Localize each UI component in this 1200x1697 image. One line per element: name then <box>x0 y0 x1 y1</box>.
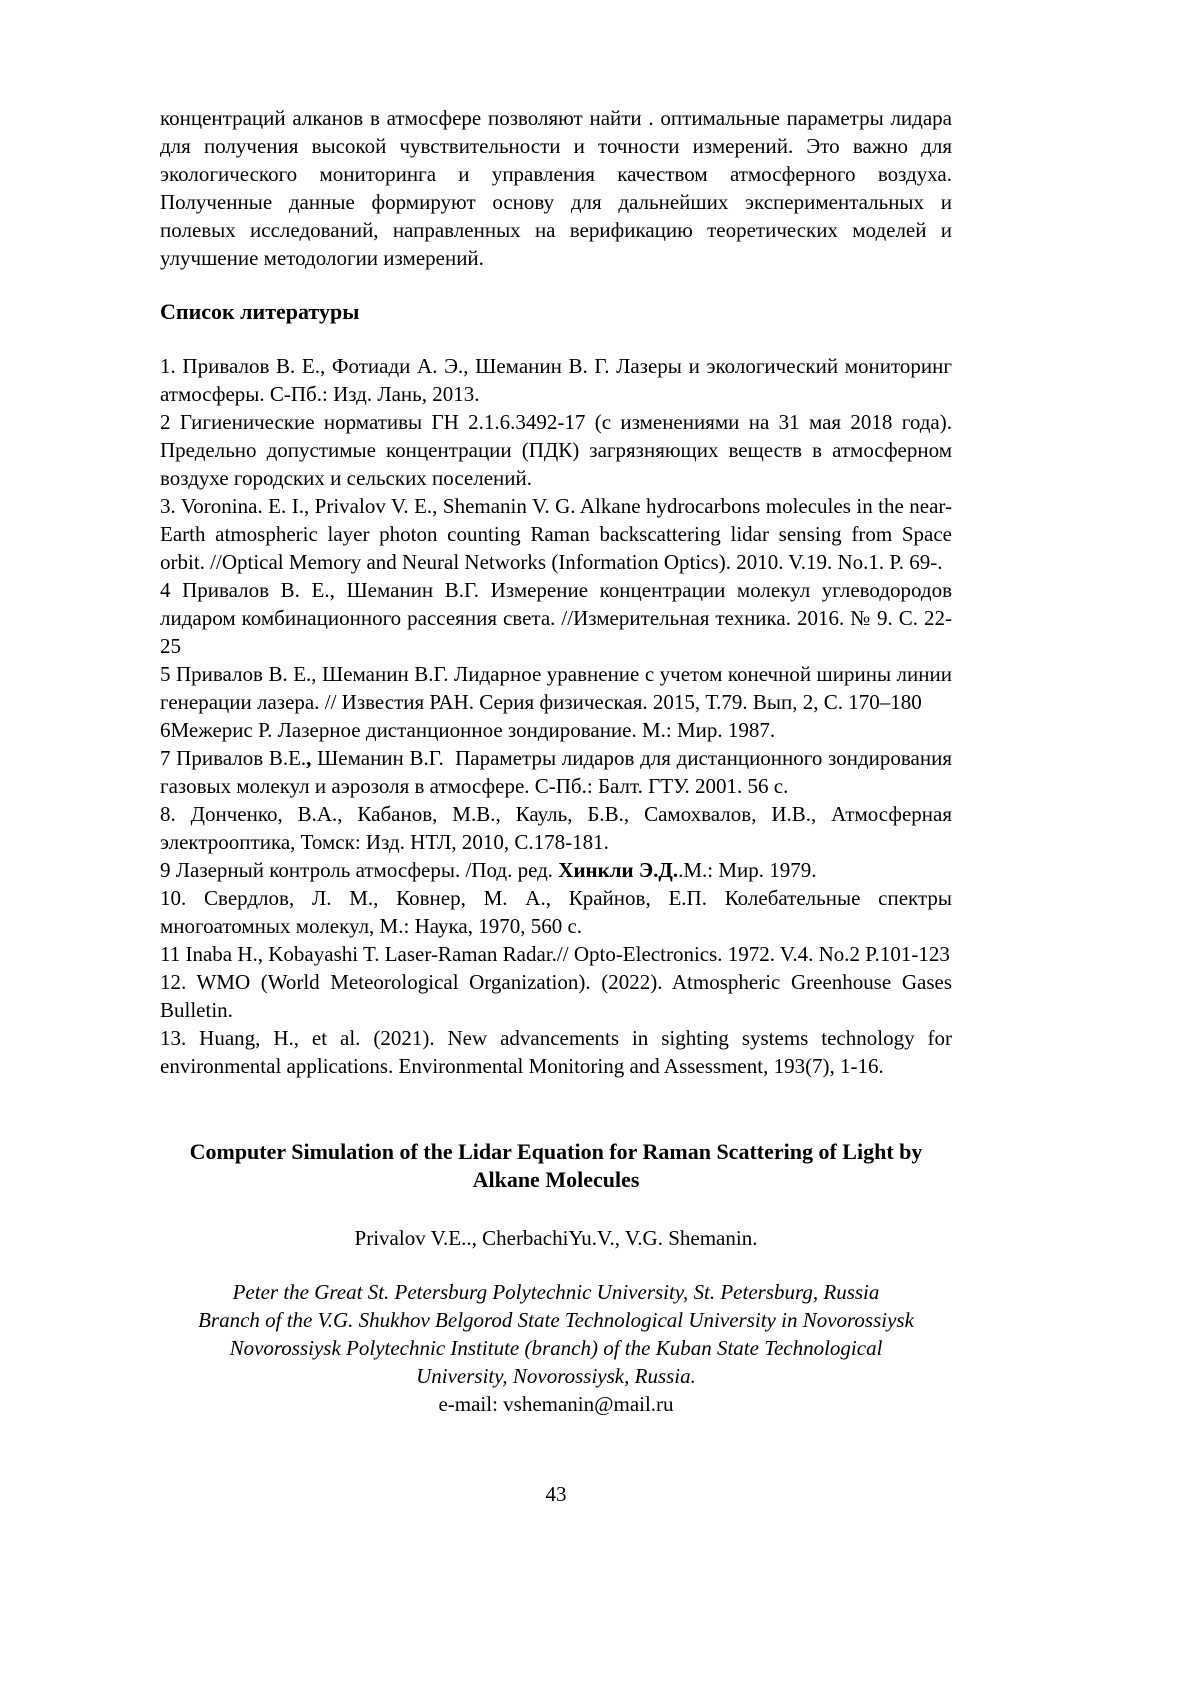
affiliation-line: Peter the Great St. Petersburg Polytechnic University, St. Petersburg, Russia <box>232 1280 880 1304</box>
reference-text: 13. Huang, H., et al. (2021). New advancements in sighting systems technology for environmental applications. Environmental Monitoring and Assessment, 193(7), 1-16. <box>160 1026 952 1078</box>
reference-text: 2 Гигиенические нормативы ГН 2.1.6.3492-17 (с изменениями на 31 мая 2018 года). Предельно допустимые концентрации (ПДК) загрязняющих веществ в атмосферном воздухе городских и сельских поселений. <box>160 410 952 490</box>
reference-text: 5 Привалов В. Е., Шеманин В.Г. Лидарное уравнение с учетом конечной ширины линии генерации лазера. // Известия РАН. Серия физическая. 2015, Т.79. Вып, 2, С. 170–180 <box>160 662 952 714</box>
reference-text: 8. Донченко, В.А., Кабанов, М.В., Кауль, Б.В., Самохвалов, И.В., Атмосферная электрооптика, Томск: Изд. НТЛ, 2010, С.178-181. <box>160 802 952 854</box>
reference-item <box>160 856 952 884</box>
reference-text: 9 Лазерный контроль атмосферы. /Под. ред. <box>160 858 559 882</box>
reference-text: 6Межерис Р. Лазерное дистанционное зондирование. М.: Мир. 1987. <box>160 718 776 742</box>
reference-text: 11 Inaba H., Kobayashi T. Laser-Raman Radar.// Opto-Electronics. 1972. V.4. No.2 P.101-123 <box>160 942 950 966</box>
references-list <box>160 352 952 1080</box>
affiliation-line: University, Novorossiysk, Russia. <box>416 1364 696 1388</box>
reference-item <box>160 1024 952 1080</box>
reference-bold-text: , <box>306 746 312 770</box>
reference-item <box>160 352 952 408</box>
authors-line: Privalov V.E.., CherbachiYu.V., V.G. Shemanin. <box>354 1226 758 1250</box>
reference-item <box>160 408 952 492</box>
reference-item <box>160 744 952 800</box>
reference-text: Шеманин В.Г. Параметры лидаров для дистанционного зондирования газовых молекул и аэрозоля в атмосфере. С-Пб.: Балт. ГТУ. 2001. 56 с. <box>160 746 952 798</box>
references-heading: Список литературы <box>160 299 360 324</box>
reference-item <box>160 716 952 744</box>
reference-item <box>160 884 952 940</box>
reference-text: 7 Привалов В.Е. <box>160 746 307 770</box>
reference-text: 4 Привалов В. Е., Шеманин В.Г. Измерение концентрации молекул углеводородов лидаром комбинационного рассеяния света. //Измерительная техника. 2016. № 9. С. 22-25 <box>160 578 952 658</box>
intro-paragraph: концентраций алканов в атмосфере позволяют найти . оптимальные параметры лидара для получения высокой чувствительности и точности измерений. Это важно для экологического мониторинга и управления качеством атмосферного воздуха. Полученные данные формируют основу для дальнейших экспериментальных и полевых исследований, направленных на верификацию теоретических моделей и улучшение методологии измерений. <box>160 106 952 270</box>
affiliations <box>160 1278 952 1418</box>
reference-item <box>160 576 952 660</box>
reference-text: 3. Voronina. E. I., Privalov V. E., Shemanin V. G. Alkane hydrocarbons molecules in the near-Earth atmospheric layer photon counting Raman backscattering lidar sensing from Space orbit. //Optical Memory and Neural Networks (Information Optics). 2010. V.19. No.1. P. 69-. <box>160 494 952 574</box>
affiliation-line: Branch of the V.G. Shukhov Belgorod State Technological University in Novorossiysk <box>198 1308 914 1332</box>
reference-item <box>160 800 952 856</box>
reference-bold-text: Хинкли Э.Д. <box>558 858 679 882</box>
email-line: e-mail: vshemanin@mail.ru <box>438 1392 674 1416</box>
reference-text: 1. Привалов В. Е., Фотиади А. Э., Шеманин В. Г. Лазеры и экологический мониторинг атмосферы. С-Пб.: Изд. Лань, 2013. <box>160 354 952 406</box>
reference-text: .М.: Мир. 1979. <box>678 858 817 882</box>
reference-item <box>160 660 952 716</box>
affiliation-line: Novorossiysk Polytechnic Institute (branch) of the Kuban State Technological <box>229 1336 883 1360</box>
page-content <box>160 0 952 1508</box>
reference-item <box>160 940 952 968</box>
page-number: 43 <box>545 1482 567 1506</box>
reference-text: 12. WMO (World Meteorological Organization). (2022). Atmospheric Greenhouse Gases Bulletin. <box>160 970 952 1022</box>
english-title: Computer Simulation of the Lidar Equation for Raman Scattering of Light by Alkane Molecules <box>189 1139 923 1192</box>
reference-item <box>160 492 952 576</box>
reference-item <box>160 968 952 1024</box>
reference-text: 10. Свердлов, Л. М., Ковнер, М. А., Крайнов, Е.П. Колебательные спектры многоатомных молекул, М.: Наука, 1970, 560 с. <box>160 886 952 938</box>
